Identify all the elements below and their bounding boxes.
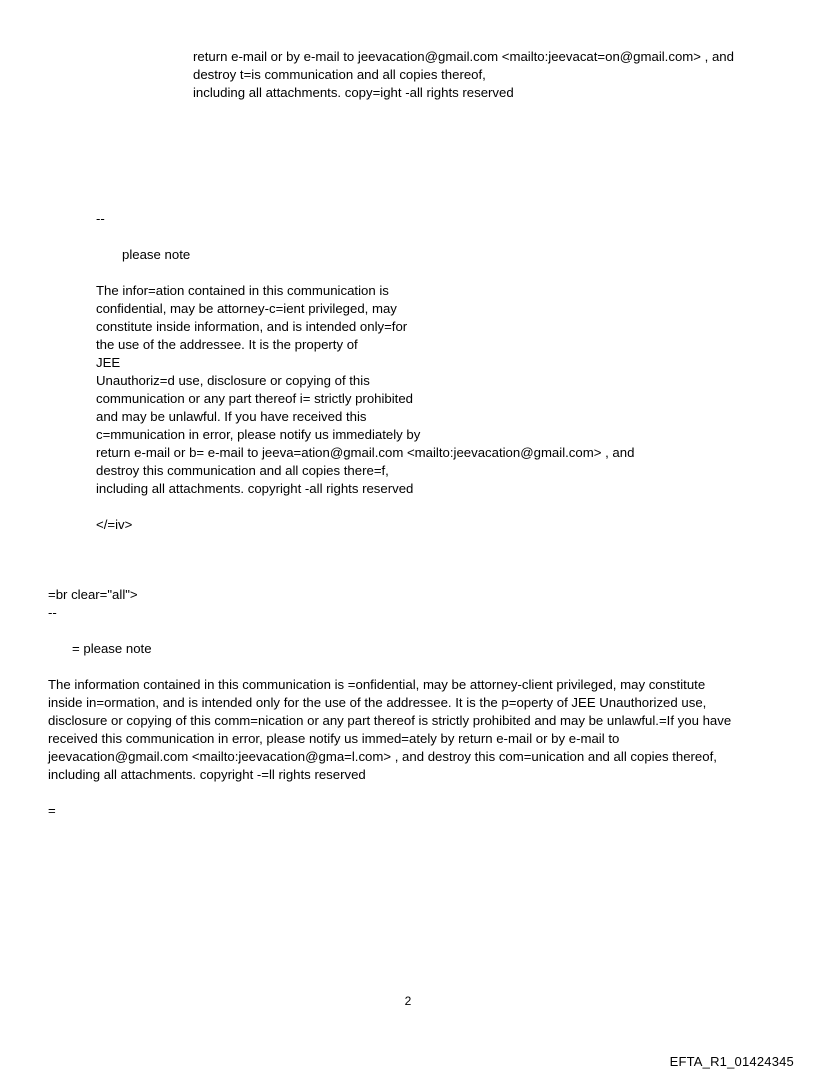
text-line: return e-mail or by e-mail to jeevacation@gmail.com <mailto:jeevacat=on@gmail.com> , and xyxy=(193,49,734,64)
document-id: EFTA_R1_01424345 xyxy=(669,1054,794,1069)
text-line: including all attachments. copyright -=ll rights reserved xyxy=(48,767,366,782)
text-line: including all attachments. copy=ight -all rights reserved xyxy=(193,85,514,100)
text-line: c=mmunication in error, please notify us immediately by xyxy=(96,427,421,442)
text-line: including all attachments. copyright -all rights reserved xyxy=(96,481,414,496)
text-line: and may be unlawful. If you have received this xyxy=(96,409,367,424)
text-line: The infor=ation contained in this communication is xyxy=(96,283,389,298)
text-line: JEE xyxy=(96,355,121,370)
signature-separator: -- xyxy=(96,211,105,226)
text-line: Unauthoriz=d use, disclosure or copying of this xyxy=(96,373,370,388)
text-line: disclosure or copying of this comm=nication or any part thereof is strictly prohibited and may be unlawful.=If you have xyxy=(48,713,732,728)
text-line: destroy this communication and all copies there=f, xyxy=(96,463,389,478)
please-note-heading: please note xyxy=(122,247,191,262)
text-line: destroy t=is communication and all copies thereof, xyxy=(193,67,486,82)
text-line: inside in=ormation, and is intended only for the use of the addressee. It is the p=operty of JEE Unauthorized use, xyxy=(48,695,707,710)
html-fragment-text: =br clear="all"> xyxy=(48,587,138,602)
text-line: The information contained in this communication is =onfidential, may be attorney-client privileged, may constitute xyxy=(48,677,706,692)
please-note-heading: = please note xyxy=(72,641,152,656)
text-line: confidential, may be attorney-c=ient privileged, may xyxy=(96,301,397,316)
closing-tag-text: </=iv> xyxy=(96,517,133,532)
text-line: communication or any part thereof i= strictly prohibited xyxy=(96,391,414,406)
signature-separator: -- xyxy=(48,605,57,620)
page-number: 2 xyxy=(404,994,412,1008)
text-line: constitute inside information, and is intended only=for xyxy=(96,319,408,334)
text-line: jeevacation@gmail.com <mailto:jeevacation@gma=l.com> , and destroy this com=unication and all copies thereof, xyxy=(48,749,717,764)
text-line: return e-mail or b= e-mail to jeeva=ation@gmail.com <mailto:jeevacation@gmail.com> , and xyxy=(96,445,635,460)
text-line: the use of the addressee. It is the property of xyxy=(96,337,358,352)
trailing-equals-text: = xyxy=(48,803,56,818)
text-line: received this communication in error, please notify us immed=ately by return e-mail or by e-mail to xyxy=(48,731,620,746)
